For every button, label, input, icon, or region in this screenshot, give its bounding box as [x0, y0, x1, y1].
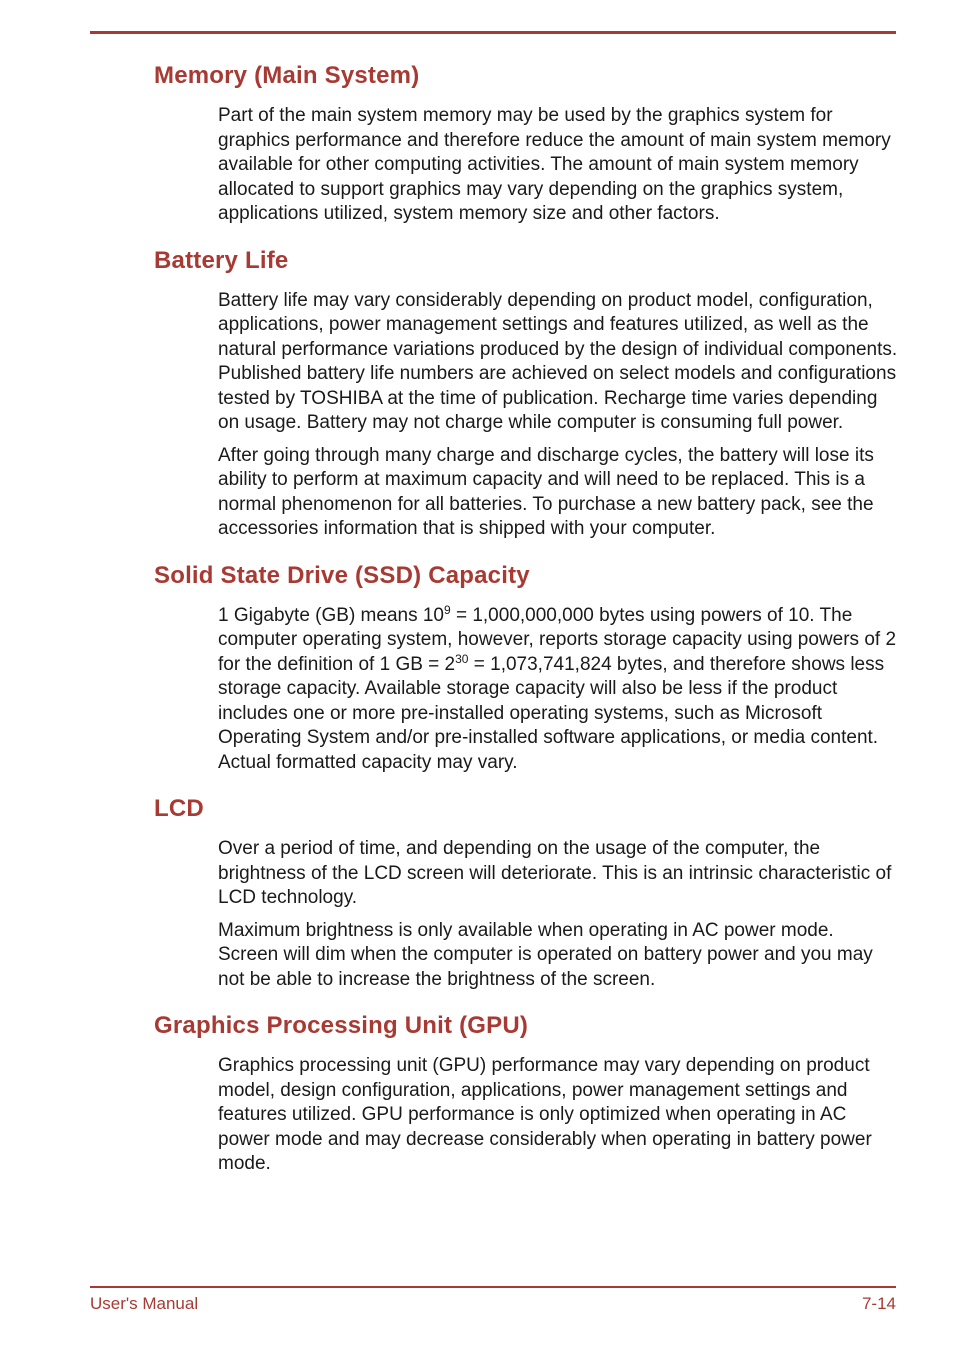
body-paragraph: Over a period of time, and depending on the usage of the computer, the brightness of the LCD screen will deteriorate. This is an intrinsic characteristic of LCD technology. [218, 838, 892, 908]
section-lcd [0, 791, 954, 992]
section-heading: Graphics Processing Unit (GPU) [154, 1012, 529, 1039]
ssd-text-part: = 1,000,000,000 bytes using powers of 10. The computer operating system, however, reports storage capacity using powers of 2 for the definition of 1 GB = 2 [218, 604, 897, 675]
section-heading: Memory (Main System) [154, 62, 420, 89]
body-paragraph: Battery life may vary considerably depending on product model, configuration, applications, power management settings and features utilized, as well as the natural performance variations produced by the design of individual components. Published battery life numbers are achieved on select models and configurations tested by TOSHIBA at the time of publication. Recharge time varies depending on usage. Battery may not charge while computer is consuming full power. [218, 289, 898, 433]
section-heading: Solid State Drive (SSD) Capacity [154, 561, 530, 589]
page-content [0, 58, 954, 1193]
ssd-text-part: = 1,073,741,824 bytes, and therefore shows less storage capacity. Available storage capacity will also be less if the product includes one or more pre-installed operating systems, such as Microsoft Operating System and/or pre-installed software applications, or media content. Actual formatted capacity may vary. [218, 653, 885, 773]
page-number: 7-14 [861, 1294, 896, 1313]
section-battery-life [0, 243, 954, 542]
body-paragraph: Maximum brightness is only available when operating in AC power mode. Screen will dim when the computer is operated on battery power and you may not be able to increase the brightness of the screen. [218, 919, 873, 990]
section-heading: LCD [154, 795, 204, 822]
body-paragraph: Graphics processing unit (GPU) performance may vary depending on product model, design configuration, applications, power management settings and features utilized. GPU performance is only optimized when operating in AC power mode and may decrease considerably when operating in battery power mode. [218, 1055, 872, 1174]
exponent: 30 [455, 651, 469, 666]
body-paragraph [218, 604, 898, 776]
section-gpu [0, 1008, 954, 1177]
body-paragraph: Part of the main system memory may be used by the graphics system for graphics performance and therefore reduce the amount of main system memory available for other computing activities. The amount of main system memory allocated to support graphics may vary depending on the graphics system, applications utilized, system memory size and other factors. [218, 105, 891, 224]
section-memory [0, 58, 954, 227]
ssd-text-part: 1 Gigabyte (GB) means 10 [218, 604, 444, 626]
body-paragraph: After going through many charge and discharge cycles, the battery will lose its ability to perform at maximum capacity and will need to be replaced. This is a normal phenomenon for all batteries. To purchase a new battery pack, see the accessories information that is shipped with your computer. [218, 444, 874, 539]
footer-manual-title: User's Manual [90, 1294, 199, 1313]
footer-rule [90, 1286, 896, 1288]
section-heading: Battery Life [154, 246, 289, 274]
section-ssd-capacity [0, 558, 954, 776]
header-rule [90, 31, 896, 34]
exponent: 9 [444, 602, 451, 617]
